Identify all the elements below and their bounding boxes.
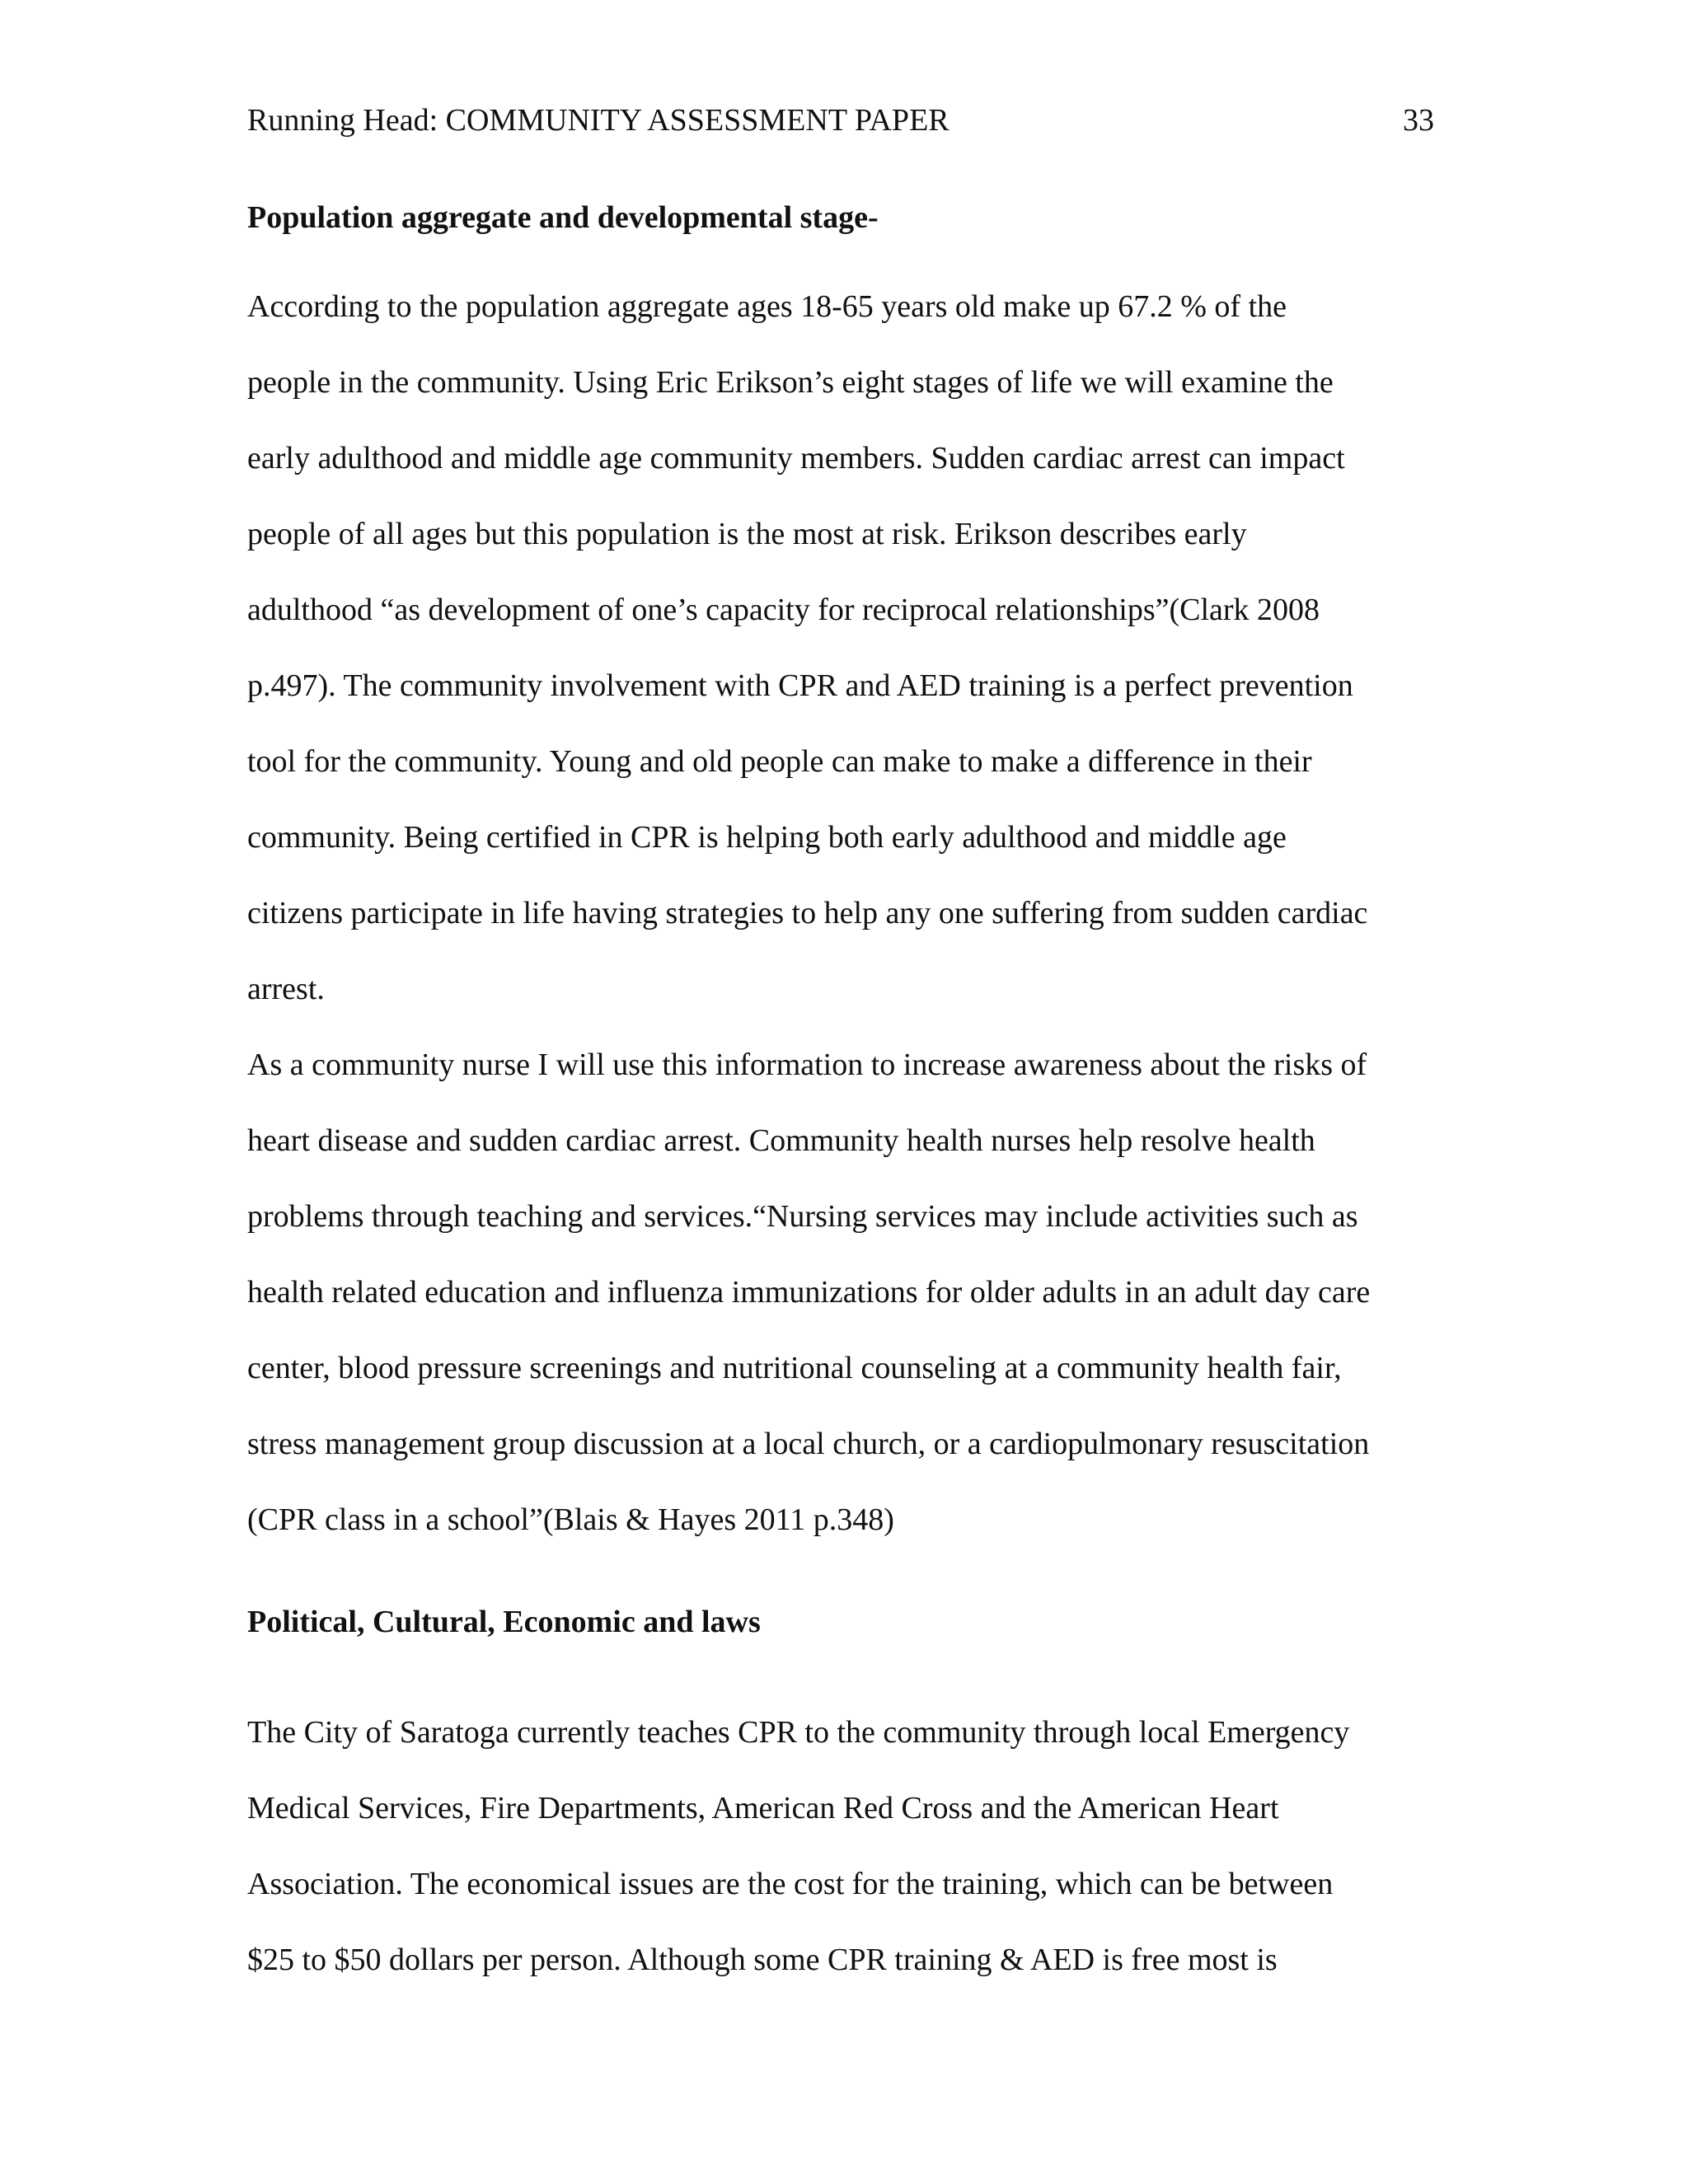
text-line: As a community nurse I will use this information to increase awareness about the risks of [247, 1047, 1367, 1082]
section-heading-political: Political, Cultural, Economic and laws [247, 1605, 761, 1639]
section-body-population [247, 269, 1434, 1558]
text-line: $25 to $50 dollars per person. Although some CPR training & AED is free most is [247, 1943, 1278, 1977]
text-line: Medical Services, Fire Departments, American Red Cross and the American Heart [247, 1791, 1279, 1825]
text-line: citizens participate in life having strategies to help any one suffering from sudden cardiac [247, 896, 1368, 930]
text-line: The City of Saratoga currently teaches CPR to the community through local Emergency [247, 1715, 1350, 1750]
page-header [247, 97, 1434, 143]
text-line: problems through teaching and services.“Nursing services may include activities such as [247, 1199, 1358, 1234]
text-line: heart disease and sudden cardiac arrest. Community health nurses help resolve health [247, 1123, 1315, 1158]
text-line: health related education and influenza immunizations for older adults in an adult day care [247, 1275, 1371, 1310]
section-heading-population: Population aggregate and developmental stage- [247, 200, 879, 235]
section-body-political [247, 1694, 1434, 1998]
page-number: 33 [1403, 103, 1434, 138]
text-line: early adulthood and middle age community members. Sudden cardiac arrest can impact [247, 441, 1345, 476]
text-line: arrest. [247, 972, 325, 1006]
text-line: people in the community. Using Eric Erikson’s eight stages of life we will examine the [247, 365, 1334, 400]
text-line: p.497). The community involvement with CPR and AED training is a perfect prevention [247, 668, 1353, 703]
text-line: tool for the community. Young and old people can make to make a difference in their [247, 744, 1312, 779]
text-line: center, blood pressure screenings and nutritional counseling at a community health fair, [247, 1351, 1342, 1385]
text-line: According to the population aggregate ages 18-65 years old make up 67.2 % of the [247, 289, 1287, 324]
text-line: (CPR class in a school”(Blais & Hayes 2011 p.348) [247, 1502, 894, 1537]
text-line: people of all ages but this population is the most at risk. Erikson describes early [247, 517, 1247, 551]
document-body [247, 194, 1434, 1998]
text-line: community. Being certified in CPR is helping both early adulthood and middle age [247, 820, 1287, 855]
running-head: Running Head: COMMUNITY ASSESSMENT PAPER [247, 103, 950, 138]
text-line: stress management group discussion at a local church, or a cardiopulmonary resuscitation [247, 1427, 1370, 1461]
text-line: adulthood “as development of one’s capacity for reciprocal relationships”(Clark 2008 [247, 593, 1320, 627]
text-line: Association. The economical issues are the cost for the training, which can be between [247, 1867, 1334, 1901]
